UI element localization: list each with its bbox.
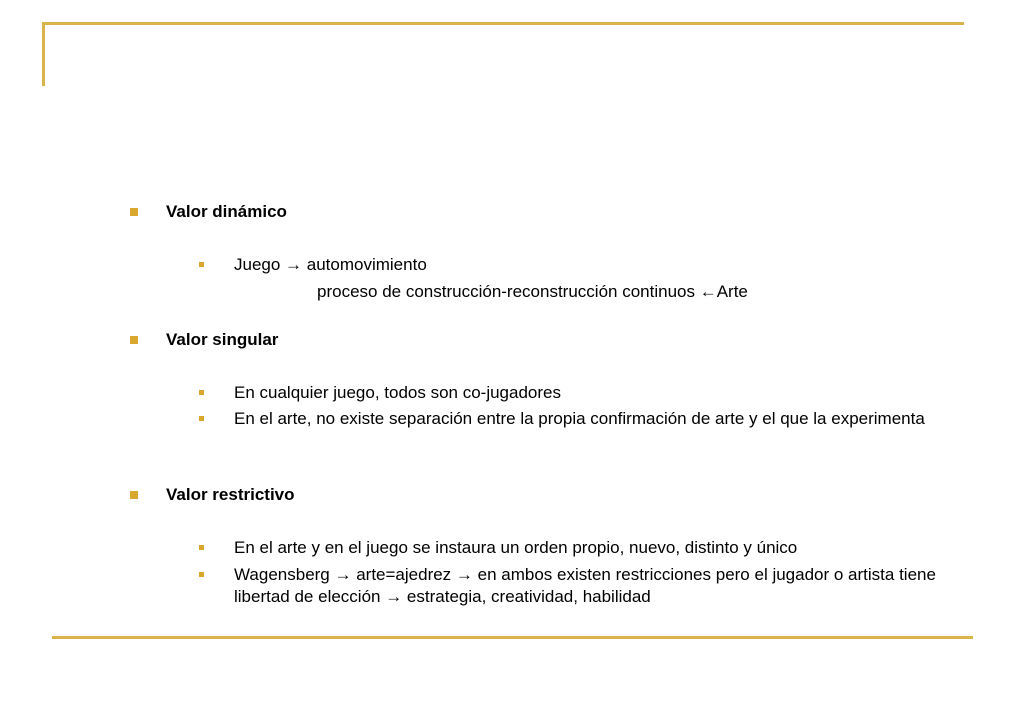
- small-square-bullet-icon: [199, 545, 204, 550]
- continuation-text: proceso de construcción-reconstrucción continuos ←Arte: [317, 282, 748, 301]
- square-bullet-icon: [130, 208, 138, 216]
- list-item: [199, 254, 959, 276]
- list-item: [199, 382, 959, 404]
- bottom-horizontal-rule: [52, 636, 973, 639]
- top-horizontal-rule: [42, 22, 964, 25]
- small-square-bullet-icon: [199, 572, 204, 577]
- list-item: [199, 564, 959, 608]
- section-heading-valor-restrictivo: [130, 484, 295, 506]
- list-item-text: En el arte y en el juego se instaura un orden propio, nuevo, distinto y único: [234, 538, 798, 557]
- list-item: [199, 408, 959, 430]
- square-bullet-icon: [130, 491, 138, 499]
- list-item-text: En cualquier juego, todos son co-jugadores: [234, 383, 561, 402]
- section-heading-text: Valor restrictivo: [166, 485, 295, 504]
- small-square-bullet-icon: [199, 390, 204, 395]
- list-item-text: Wagensberg → arte=ajedrez → en ambos existen restricciones pero el jugador o artista tiene libertad de elección → estrategia, creatividad, habilidad: [234, 565, 936, 606]
- square-bullet-icon: [130, 336, 138, 344]
- section-heading-valor-singular: [130, 329, 278, 351]
- list-item-text: Juego → automovimiento: [234, 255, 427, 274]
- section-heading-text: Valor singular: [166, 330, 279, 349]
- section-heading-text: Valor dinámico: [166, 202, 287, 221]
- list-item-text: En el arte, no existe separación entre la propia confirmación de arte y el que la experimenta: [234, 409, 925, 428]
- small-square-bullet-icon: [199, 262, 204, 267]
- section-heading-valor-dinamico: [130, 201, 287, 223]
- top-vertical-rule: [42, 22, 45, 86]
- small-square-bullet-icon: [199, 416, 204, 421]
- list-item: [199, 537, 959, 559]
